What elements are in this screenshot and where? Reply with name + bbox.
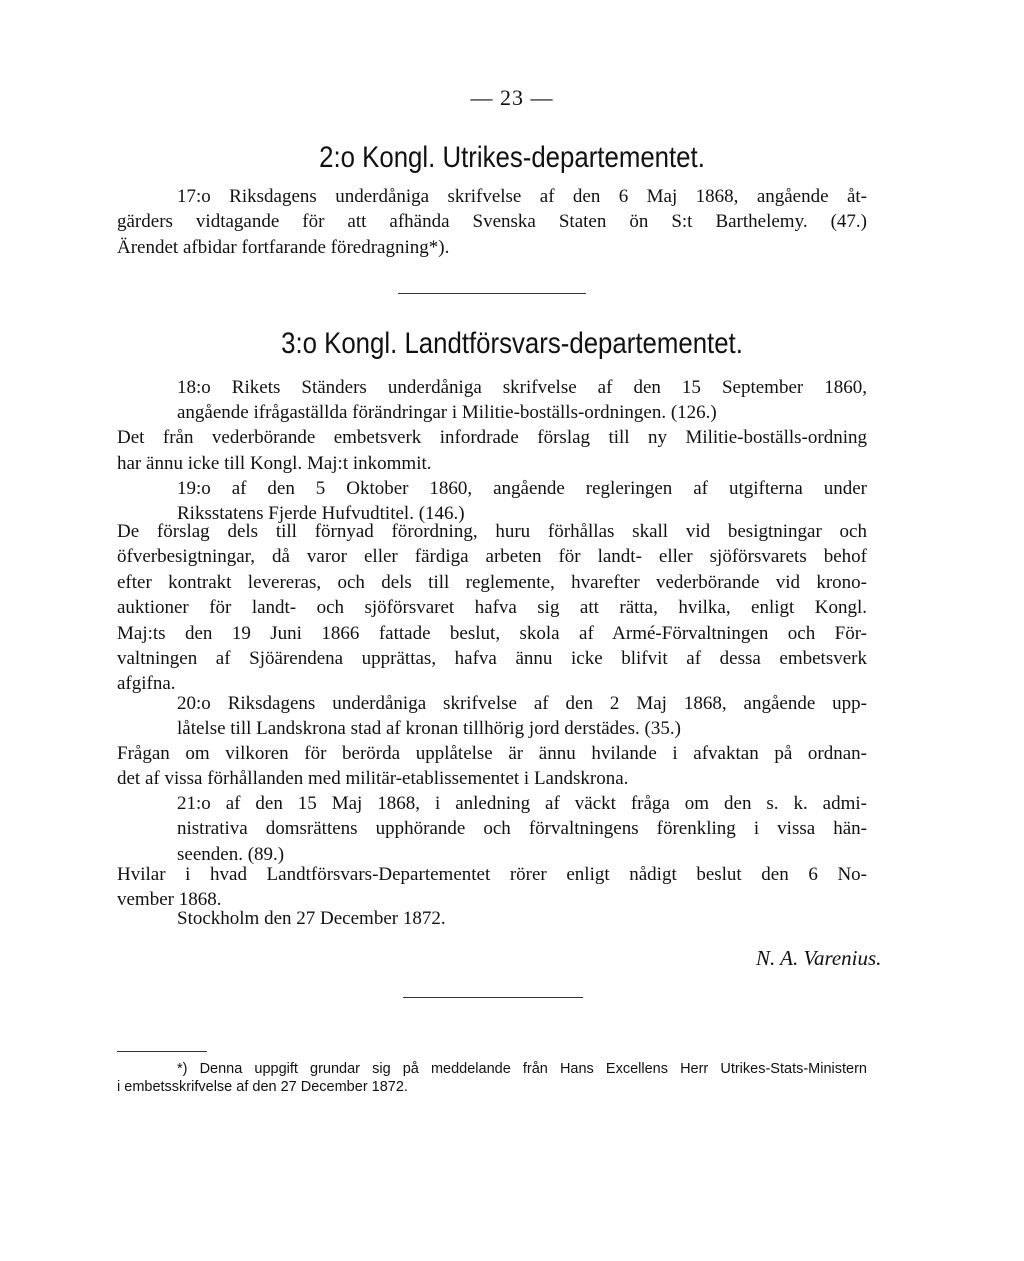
text-line: 17:o Riksdagens underdåniga skrifvelse af den 6 Maj 1868, angående åt- — [177, 186, 867, 207]
text-line: har ännu icke till Kongl. Maj:t inkommit. — [117, 453, 432, 474]
section-heading-utrikes: 2:o Kongl. Utrikes-departementet. — [319, 141, 705, 174]
text-line: Maj:ts den 19 Juni 1866 fattade beslut, skola af Armé-Förvaltningen och För- — [117, 623, 867, 644]
text-line: De förslag dels till förnyad förordning, huru förhållas skall vid besigtningar och — [117, 521, 867, 542]
text-line: det af vissa förhållanden med militär-etablissementet i Landskrona. — [117, 768, 629, 789]
text-line: öfverbesigtningar, då varor eller färdiga arbeten för landt- eller sjöförsvarets behof — [117, 546, 867, 567]
page-number: — 23 — — [470, 85, 554, 110]
text-line: Det från vederbörande embetsverk infordrade förslag till ny Militie-boställs-ordning — [117, 427, 867, 448]
text-line: nistrativa domsrättens upphörande och förvaltningens förenkling i vissa hän- — [177, 818, 867, 839]
text-line: Hvilar i hvad Landtförsvars-Departementet rörer enligt nådigt beslut den 6 No- — [117, 864, 867, 885]
text-line: afgifna. — [117, 673, 176, 694]
text-line: valtningen af Sjöärendena upprättas, hafva ännu icke blifvit af dessa embetsverk — [117, 648, 867, 669]
text-line: 18:o Rikets Ständers underdåniga skrifvelse af den 15 September 1860, — [177, 377, 867, 398]
footnote-line: i embetsskrifvelse af den 27 December 1872. — [117, 1079, 408, 1095]
text-line: efter kontrakt levereras, och dels till reglemente, hvarefter vederbörande vid krono- — [117, 572, 867, 593]
text-line: Ärendet afbidar fortfarande föredragning*). — [117, 237, 450, 258]
text-line: Frågan om vilkoren för berörda upplåtelse är ännu hvilande i afvaktan på ordnan- — [117, 743, 867, 764]
signature: N. A. Varenius. — [756, 946, 882, 970]
text-line: låtelse till Landskrona stad af kronan tillhörig jord derstädes. (35.) — [177, 718, 681, 739]
text-line: 21:o af den 15 Maj 1868, i anledning af väckt fråga om den s. k. admi- — [177, 793, 867, 814]
text-line: 19:o af den 5 Oktober 1860, angående regleringen af utgifterna under — [177, 478, 867, 499]
date-line: Stockholm den 27 December 1872. — [177, 908, 446, 929]
text-line: vember 1868. — [117, 889, 222, 910]
text-line: seenden. (89.) — [177, 844, 285, 865]
text-line: Riksstatens Fjerde Hufvudtitel. (146.) — [177, 503, 465, 524]
text-line: 20:o Riksdagens underdåniga skrifvelse af den 2 Maj 1868, angående upp- — [177, 693, 867, 714]
text-line: auktioner för landt- och sjöförsvaret hafva sig att rätta, hvilka, enligt Kongl. — [117, 597, 867, 618]
section-heading-landtforsvar: 3:o Kongl. Landtförsvars-departementet. — [281, 327, 743, 360]
footnote-line: *) Denna uppgift grundar sig på meddelande från Hans Excellens Herr Utrikes-Stats-Ministern — [177, 1061, 867, 1077]
text-line: angående ifrågaställda förändringar i Militie-boställs-ordningen. (126.) — [177, 402, 717, 423]
closing-rule — [403, 997, 583, 998]
footnote-rule — [117, 1051, 207, 1052]
text-line: gärders vidtagande för att afhända Svenska Staten ön S:t Barthelemy. (47.) — [117, 211, 867, 232]
section-divider — [398, 293, 586, 294]
